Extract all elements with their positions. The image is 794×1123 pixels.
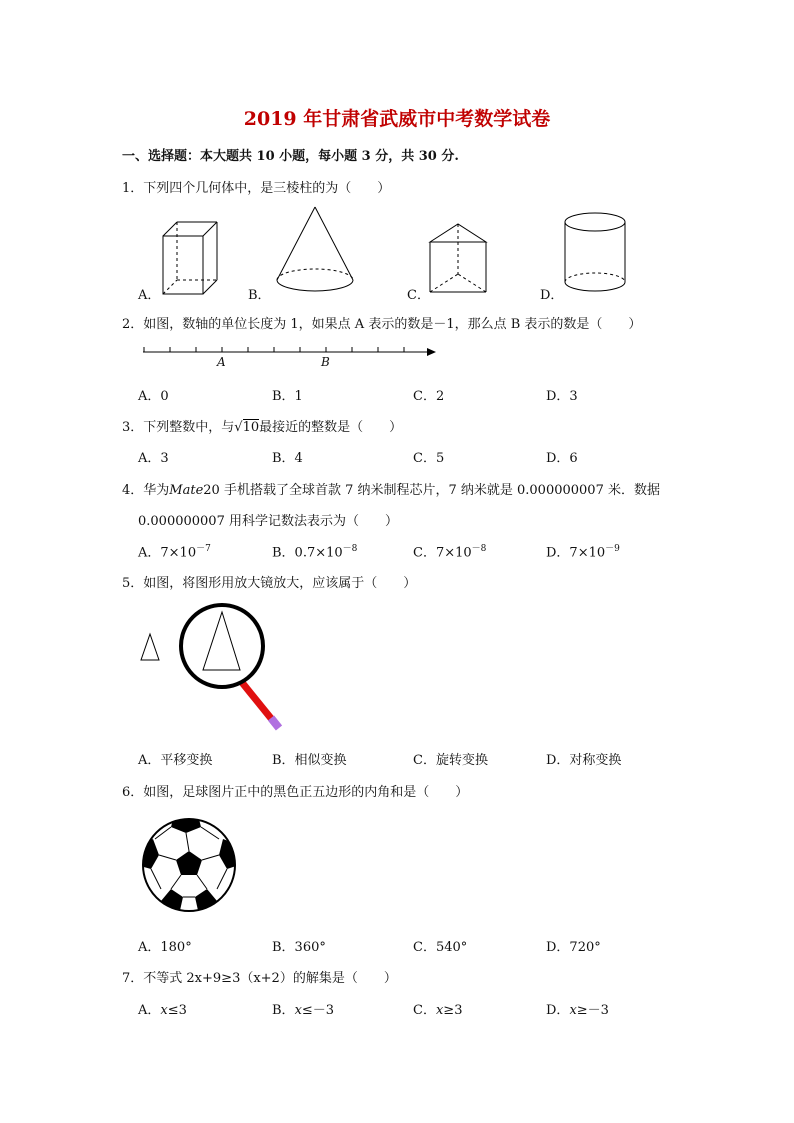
question-7-option-b [272, 999, 334, 1018]
question-7-stem [122, 967, 397, 986]
q2-point-a-label: A [217, 355, 226, 369]
question-7-option-d [546, 999, 609, 1018]
q2-number-line [140, 342, 440, 372]
question-5-option-b: B．相似变换 [272, 753, 347, 768]
q7-b-label: B． [272, 1003, 295, 1018]
q4-a-base: A．7×10 [138, 545, 197, 561]
q1-figure-triangular-prism [428, 222, 490, 296]
q4-d-base: D．7×10 [546, 545, 606, 561]
q7-d-label: D． [546, 1003, 570, 1018]
question-1-option-d: D． [540, 288, 564, 303]
question-4-option-b [272, 541, 357, 560]
question-6-option-d: D．720° [546, 940, 601, 955]
question-4-option-d [546, 541, 620, 560]
question-1-option-b: B． [248, 288, 271, 303]
question-6-stem: 6．如图，足球图片正中的黑色正五边形的内角和是（ ） [122, 785, 469, 800]
question-6-option-b: B．360° [272, 940, 326, 955]
q7-suffix: 的解集是（ ） [292, 971, 397, 986]
question-4-line2: 0.000000007 用科学记数法表示为（ ） [138, 514, 398, 529]
q3-suffix: 最接近的整数是（ ） [259, 420, 403, 435]
sqrt-symbol: √ [234, 420, 243, 435]
q1-figure-cylinder [562, 210, 630, 296]
question-3-option-b: B．4 [272, 451, 303, 466]
question-2-stem: 2．如图，数轴的单位长度为 1，如果点 A 表示的数是－1，那么点 B 表示的数是（ ） [122, 317, 642, 332]
question-2-option-a: A．0 [138, 389, 169, 404]
q1-figure-cone [274, 205, 356, 297]
question-3-option-a: A．3 [138, 451, 169, 466]
q7-c-label: C． [413, 1003, 436, 1018]
question-2-option-c: C．2 [413, 389, 445, 404]
question-2-option-d: D．3 [546, 389, 578, 404]
question-3-stem [122, 416, 402, 435]
question-5-option-d: D．对称变换 [546, 753, 622, 768]
question-1-stem: 1．下列四个几何体中，是三棱柱的为（ ） [122, 181, 391, 196]
question-3-option-c: C．5 [413, 451, 445, 466]
question-2-option-b: B．1 [272, 389, 303, 404]
section-heading: 一、选择题：本大题共 10 小题，每小题 3 分，共 30 分. [122, 149, 459, 164]
q7-c-var: x [435, 1003, 444, 1018]
q7-a-var: x [160, 1003, 168, 1018]
question-4-option-a [138, 541, 211, 560]
question-5-stem: 5．如图，将图形用放大镜放大，应该属于（ ） [122, 576, 417, 591]
q4-c-base: C．7×10 [413, 545, 472, 561]
question-4-option-c [413, 541, 486, 560]
q4-b-exp: －8 [342, 544, 358, 554]
q7-expression: 2x+9≥3（x+2） [186, 971, 293, 986]
q7-a-rel: ≤3 [167, 1003, 187, 1018]
q7-c-rel: ≥3 [443, 1003, 463, 1018]
q3-radicand: 10 [242, 420, 260, 435]
question-6-option-c: C．540° [413, 940, 468, 955]
question-6-option-a: A．180° [138, 940, 192, 955]
q3-prefix: 3．下列整数中，与 [122, 420, 235, 435]
q7-d-rel: ≥－3 [576, 1003, 609, 1018]
question-7-option-c [413, 999, 462, 1018]
q7-d-var: x [569, 1003, 577, 1018]
q7-prefix: 7．不等式 [122, 971, 187, 986]
question-4-line1 [122, 479, 660, 498]
q5-magnifier-figure [138, 604, 288, 736]
q4-brand: Mate [169, 483, 204, 498]
q6-soccer-ball [141, 817, 241, 915]
q4-a-exp: －7 [196, 544, 211, 554]
q1-figure-rect-prism [160, 218, 220, 298]
q4-b-base: B．0.7×10 [272, 545, 343, 561]
q7-b-var: x [294, 1003, 302, 1018]
question-1-option-a: A． [138, 288, 161, 303]
page-title: 2019 年甘肃省武威市中考数学试卷 [243, 108, 551, 130]
q7-a-label: A． [138, 1003, 161, 1018]
question-1-option-c: C． [407, 288, 430, 303]
question-3-option-d: D．6 [546, 451, 578, 466]
question-5-option-a: A．平移变换 [138, 753, 213, 768]
q4-rest: 20 手机搭载了全球首款 7 纳米制程芯片，7 纳米就是 0.000000007 米．数据 [203, 483, 660, 498]
question-5-option-c: C．旋转变换 [413, 753, 488, 768]
q4-d-exp: －9 [605, 544, 620, 554]
q7-b-rel: ≤－3 [301, 1003, 335, 1018]
question-7-option-a [138, 999, 187, 1018]
q4-c-exp: －8 [471, 544, 487, 554]
q4-prefix: 4．华为 [122, 483, 170, 498]
q2-point-b-label: B [321, 355, 330, 369]
